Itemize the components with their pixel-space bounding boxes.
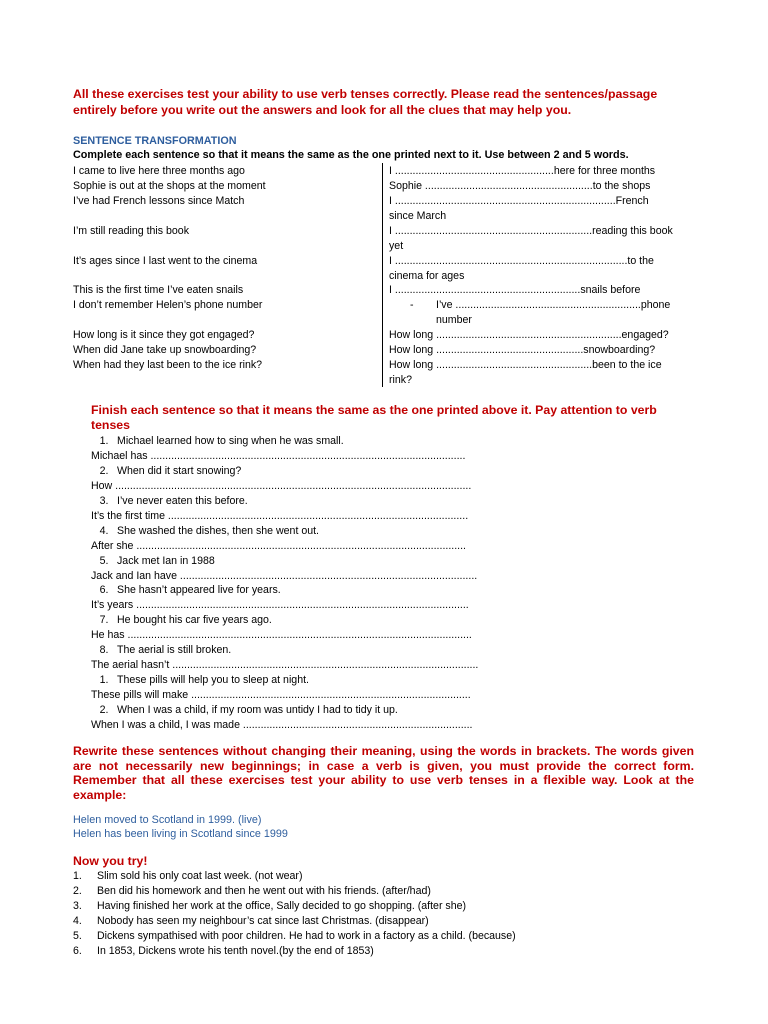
right-line: yet xyxy=(389,240,404,252)
list-item xyxy=(73,914,516,929)
left-sentence: I don’t remember Helen’s phone number xyxy=(73,299,263,311)
question-text: When did it start snowing? xyxy=(117,465,242,477)
list-item xyxy=(73,899,516,914)
item-text: Dickens sympathised with poor children. He had to work in a factory as a child. (because) xyxy=(97,930,516,942)
question-text: Jack met Ian in 1988 xyxy=(117,555,215,567)
left-sentence: Sophie is out at the shops at the moment xyxy=(73,180,266,192)
intro-instructions: All these exercises test your ability to use verb tenses correctly. Please read the sentences/passage entirely before you write out the answers and look for all the clues that may help you. xyxy=(73,87,658,117)
item-text: Nobody has seen my neighbour’s cat since last Christmas. (disappear) xyxy=(97,915,429,927)
item-number: 5. xyxy=(99,555,109,567)
left-sentence: How long is it since they got engaged? xyxy=(73,329,255,341)
right-line: Sophie .........................................................to the shops xyxy=(389,180,651,192)
list-item xyxy=(73,884,516,899)
item-number: 3. xyxy=(73,900,82,912)
section-title: SENTENCE TRANSFORMATION xyxy=(73,135,237,147)
rewrite-section-title: Rewrite these sentences without changing their meaning, using the words in brackets. The words given are not necessarily new beginnings; in case a verb is given, you must provide the correct form. Remember that all these exercises test your ability to use verb tenses in a flexible way. Look at the example: xyxy=(73,744,694,802)
finish-section-title: Finish each sentence so that it means the same as the one printed above it. Pay attention to verb tenses xyxy=(91,403,657,432)
question-text: These pills will help you to sleep at night. xyxy=(117,674,309,686)
left-sentence: I’m still reading this book xyxy=(73,225,189,237)
finish-question xyxy=(91,613,272,628)
right-line: I ...........................................................................French xyxy=(389,195,649,207)
right-line: rink? xyxy=(389,374,412,386)
answer-line: Jack and Ian have ..................................................................................................... xyxy=(91,570,478,582)
finish-question xyxy=(91,494,248,509)
question-text: The aerial is still broken. xyxy=(117,644,232,656)
column-divider xyxy=(382,163,383,387)
item-number: 1. xyxy=(99,435,109,447)
rewrite-list xyxy=(73,869,516,959)
item-number: 2. xyxy=(73,885,82,897)
left-sentence: When had they last been to the ice rink? xyxy=(73,359,263,371)
answer-line: These pills will make ............................................................................................... xyxy=(91,689,471,701)
item-number: 1. xyxy=(99,674,109,686)
item-text: Ben did his homework and then he went out with his friends. (after/had) xyxy=(97,885,431,897)
question-text: When I was a child, if my room was untidy I had to tidy it up. xyxy=(117,704,398,716)
finish-question xyxy=(91,643,231,658)
item-number: 8. xyxy=(99,644,109,656)
question-text: I’ve never eaten this before. xyxy=(117,495,248,507)
list-item xyxy=(73,929,516,944)
answer-line: It’s the first time ...................................................................................................... xyxy=(91,510,469,522)
finish-question xyxy=(91,703,398,718)
item-text: Slim sold his only coat last week. (not wear) xyxy=(97,870,303,882)
question-text: She washed the dishes, then she went out. xyxy=(117,525,320,537)
item-number: 1. xyxy=(73,870,82,882)
answer-line: How ......................................................................................................................... xyxy=(91,480,472,492)
right-line: I’ve ...............................................................phone xyxy=(436,299,671,311)
finish-question xyxy=(91,464,241,479)
item-number: 4. xyxy=(99,525,109,537)
finish-question xyxy=(91,583,281,598)
item-number: 2. xyxy=(99,704,109,716)
right-line: How long ...............................................................engaged? xyxy=(389,329,669,341)
right-line: I ...................................................................reading this book xyxy=(389,225,673,237)
question-text: He bought his car five years ago. xyxy=(117,614,272,626)
list-item xyxy=(73,869,516,884)
example-answer: Helen has been living in Scotland since 1999 xyxy=(73,828,288,840)
item-number: 4. xyxy=(73,915,82,927)
item-number: 7. xyxy=(99,614,109,626)
item-number: 6. xyxy=(99,584,109,596)
right-line: How long ..................................................snowboarding? xyxy=(389,344,656,356)
answer-line: It’s years ................................................................................................................. xyxy=(91,599,469,611)
finish-question xyxy=(91,524,319,539)
example-question: Helen moved to Scotland in 1999. (live) xyxy=(73,814,262,826)
right-line: since March xyxy=(389,210,447,222)
item-number: 5. xyxy=(73,930,82,942)
answer-line: After she ................................................................................................................ xyxy=(91,540,466,552)
item-text: In 1853, Dickens wrote his tenth novel.(by the end of 1853) xyxy=(97,945,374,957)
finish-question xyxy=(91,554,215,569)
item-text: Having finished her work at the office, Sally decided to go shopping. (after she) xyxy=(97,900,467,912)
answer-line: The aerial hasn’t ........................................................................................................ xyxy=(91,659,479,671)
answer-line: He has ..................................................................................................................... xyxy=(91,629,472,641)
left-sentence: It’s ages since I last went to the cinema xyxy=(73,255,258,267)
item-number: 3. xyxy=(99,495,109,507)
item-number: 6. xyxy=(73,945,82,957)
list-item xyxy=(73,944,516,959)
right-line: number xyxy=(436,314,472,326)
left-sentence: This is the first time I’ve eaten snails xyxy=(73,284,244,296)
answer-line: Michael has ........................................................................................................... xyxy=(91,450,466,462)
left-sentence: I’ve had French lessons since Match xyxy=(73,195,245,207)
left-sentence: When did Jane take up snowboarding? xyxy=(73,344,257,356)
answer-line: When I was a child, I was made .............................................................................. xyxy=(91,719,473,731)
right-line: I ...............................................................snails before xyxy=(389,284,641,296)
transformation-instruction: Complete each sentence so that it means the same as the one printed next to it. Use between 2 and 5 words. xyxy=(73,149,629,161)
question-text: Michael learned how to sing when he was small. xyxy=(117,435,344,447)
finish-question xyxy=(91,673,309,688)
right-line: cinema for ages xyxy=(389,270,465,282)
item-number: 2. xyxy=(99,465,109,477)
right-line: I ...............................................................................to the xyxy=(389,255,654,267)
right-line: How long .....................................................been to the ice xyxy=(389,359,662,371)
finish-question xyxy=(91,434,344,449)
dash-bullet: - xyxy=(410,299,414,311)
question-text: She hasn’t appeared live for years. xyxy=(117,584,281,596)
right-line: I ......................................................here for three months xyxy=(389,165,656,177)
now-you-try-heading: Now you try! xyxy=(73,854,148,868)
left-sentence: I came to live here three months ago xyxy=(73,165,245,177)
